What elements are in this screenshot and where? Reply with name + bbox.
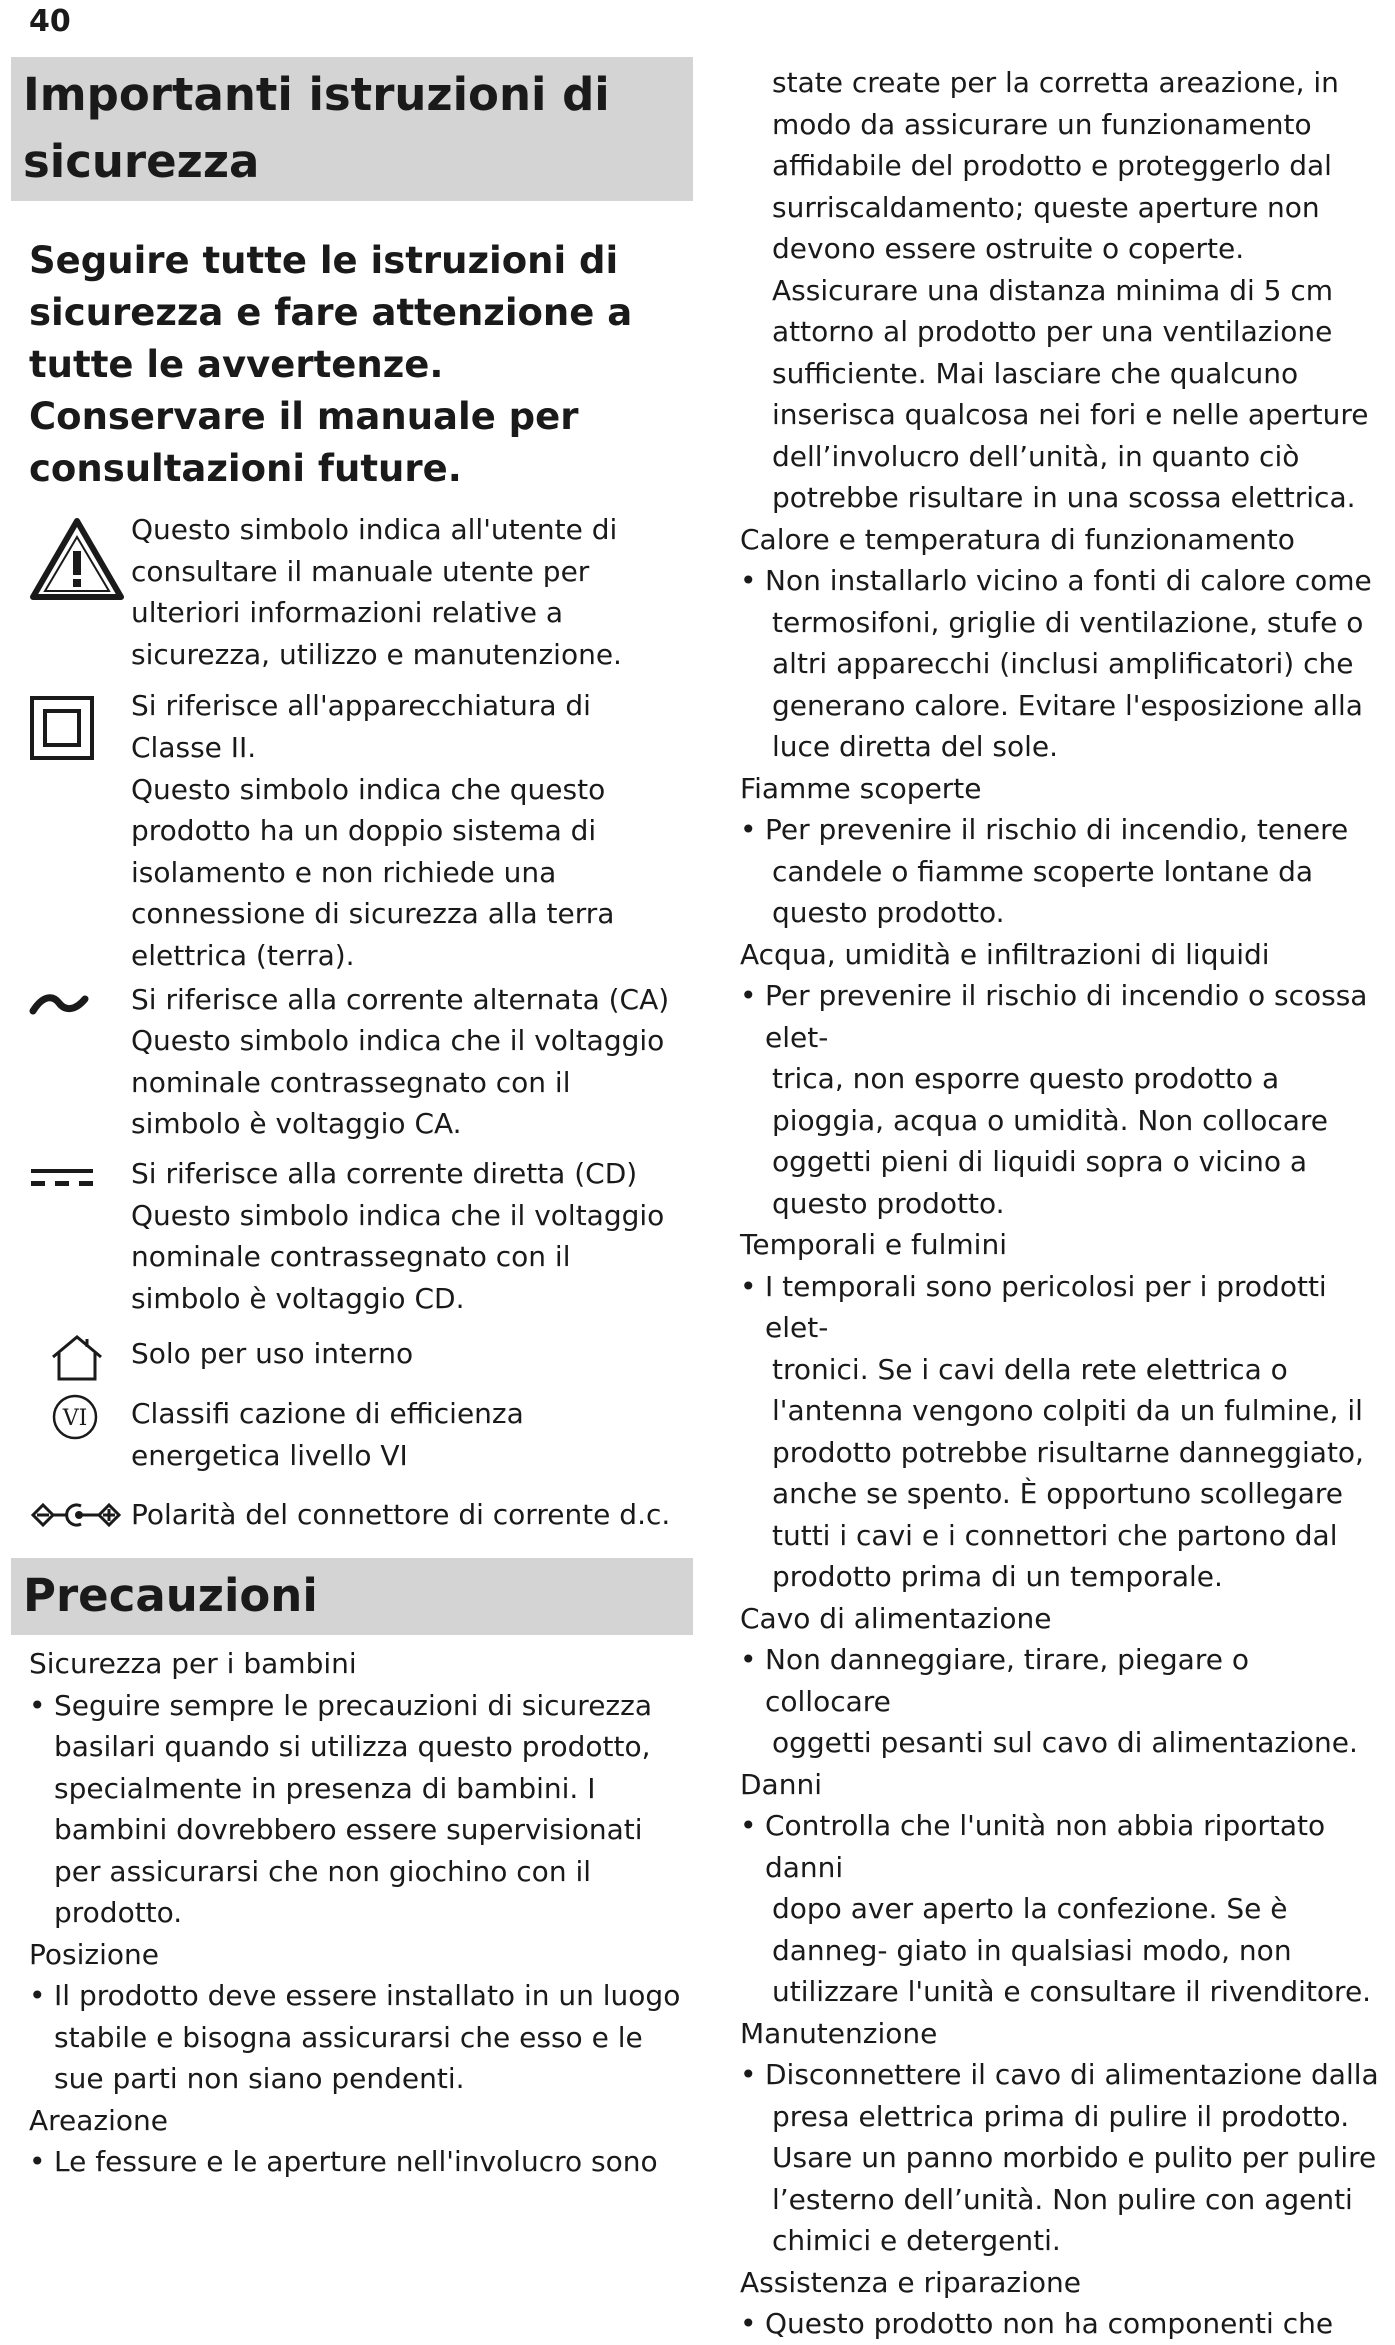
right-column	[740, 62, 1380, 2345]
symbol-row-ac	[29, 979, 683, 1145]
section-title-storms: Temporali e fulmini	[740, 1228, 1007, 1261]
section-title-service: Assistenza e riparazione	[740, 2265, 1082, 2299]
bullet-continuation: state create per la corretta areazione, in modo da assicurare un funzionamento affidabile del prodotto e proteggerlo dal surriscaldamento; queste aperture non devono essere ostruite o coperte. Assicurare una distanza minima di 5 cm attorno al prodotto per una ventilazione sufficiente. Mai lasciare che qualcuno inserisca qualcosa nei fori e nelle aperture dell’involucro dell’unità, in quanto ciò potrebbe risultare in una scossa elettrica.	[772, 66, 1369, 514]
section-title-maintenance: Manutenzione	[740, 2016, 938, 2050]
bullet-continuation: presa elettrica prima di pulire il prodotto. Usare un panno morbido e pulito per pulire l’esterno dell’unità. Non pulire con agenti chimici e detergenti.	[772, 2099, 1377, 2257]
safety-heading-line1: Importanti istruzioni di	[23, 68, 610, 121]
bullet-item: • Disconnettere il cavo di alimentazione dalla	[740, 2054, 1380, 2096]
ac-tilde-icon	[29, 979, 131, 1019]
symbol-row-vi	[29, 1393, 683, 1476]
safety-heading	[11, 57, 693, 201]
bullet-item: • Il prodotto deve essere installato in un luogo	[29, 1975, 683, 2017]
symbol-row-class-ii	[29, 685, 683, 976]
symbol-row-dc	[29, 1153, 683, 1319]
house-indoor-icon	[29, 1333, 131, 1383]
symbol-text: Questo simbolo indica che questo prodotto ha un doppio sistema di isolamento e non richiede una connessione di sicurezza alla terra elettrica (terra).	[131, 772, 615, 972]
symbol-row-polarity	[29, 1494, 683, 1536]
bullet-continuation: tronici. Se i cavi della rete elettrica o l'antenna vengono colpiti da un fulmine, il prodotto potrebbe risultarne danneggiato, anche se spento. È opportuno scollegare tutti i cavi e i connettori che partono dal prodotto prima di un temporale.	[772, 1352, 1364, 1593]
warning-triangle-icon	[29, 509, 131, 601]
dc-line-icon	[29, 1153, 131, 1189]
section-title-flames: Fiamme scoperte	[740, 771, 982, 805]
bullet-item: • Controlla che l'unità non abbia riportato danni	[740, 1805, 1380, 1888]
bullet-item: • Per prevenire il rischio di incendio, tenere	[740, 809, 1380, 851]
symbol-text: Questo simbolo indica all'utente di consultare il manuale utente per ulteriori informazioni relative a sicurezza, utilizzo e manutenzione.	[131, 513, 622, 671]
symbol-text: Solo per uso interno	[131, 1337, 414, 1371]
bullet-continuation: termosifoni, griglie di ventilazione, stufe o altri apparecchi (inclusi amplificatori) che generano calore. Evitare l'esposizione alla luce diretta del sole.	[772, 605, 1364, 763]
section-title-water: Acqua, umidità e infiltrazioni di liquidi	[740, 937, 1270, 971]
bullet-continuation: trica, non esporre questo prodotto a pioggia, acqua o umidità. Non collocare oggetti pieni di liquidi sopra o vicino a questo prodotto.	[772, 1062, 1329, 1220]
bullet-continuation: oggetti pesanti sul cavo di alimentazione.	[772, 1726, 1358, 1759]
dc-polarity-icon	[29, 1494, 131, 1530]
page-number: 40	[29, 4, 71, 39]
symbol-text: Questo simbolo indica che il voltaggio nominale contrassegnato con il simbolo è voltaggio CD.	[131, 1198, 665, 1315]
bullet-continuation: candele o fiamme scoperte lontane da questo prodotto.	[772, 854, 1314, 929]
section-title-heat: Calore e temperatura di funzionamento	[740, 522, 1295, 556]
symbol-text: Questo simbolo indica che il voltaggio nominale contrassegnato con il simbolo è voltaggio CA.	[131, 1024, 665, 1141]
bullet-item: • Non installarlo vicino a fonti di calore come	[740, 560, 1380, 602]
class-ii-double-square-icon	[29, 685, 131, 761]
bullet-continuation: stabile e bisogna assicurarsi che esso e le sue parti non siano pendenti.	[54, 2020, 643, 2096]
section-title-ventilation: Areazione	[29, 2103, 169, 2137]
safety-intro: Seguire tutte le istruzioni di sicurezza e fare attenzione a tutte le avvertenze. Conservare il manuale per consultazioni future.	[29, 239, 633, 490]
bullet-item: • Non danneggiare, tirare, piegare o collocare	[740, 1639, 1380, 1722]
symbol-text: Polarità del connettore di corrente d.c.	[131, 1498, 671, 1532]
bullet-item: • Le fessure e le aperture nell'involucro sono	[29, 2141, 683, 2183]
section-title-damage: Danni	[740, 1767, 822, 1801]
symbol-row-warning	[29, 509, 683, 675]
section-title-power-cord: Cavo di alimentazione	[740, 1601, 1052, 1635]
precautions-heading-text: Precauzioni	[23, 1569, 318, 1623]
section-title-child-safety: Sicurezza per i bambini	[29, 1647, 357, 1681]
bullet-item: • I temporali sono pericolosi per i prodotti elet-	[740, 1266, 1380, 1349]
vi-efficiency-icon	[29, 1393, 131, 1441]
symbol-text: Classifi cazione di efficienza energetica livello VI	[131, 1397, 524, 1472]
precautions-heading	[11, 1558, 693, 1635]
symbol-row-indoor	[29, 1333, 683, 1383]
left-column	[23, 57, 683, 2183]
section-title-position: Posizione	[29, 1937, 159, 1971]
safety-heading-line2: sicurezza	[23, 135, 260, 188]
svg-text:VI: VI	[62, 1406, 88, 1432]
symbol-text: Si riferisce alla corrente alternata (CA)	[131, 982, 670, 1016]
bullet-continuation: basilari quando si utilizza questo prodotto, specialmente in presenza di bambini. I bambini dovrebbero essere supervisionati per assicurarsi che non giochino con il prodotto.	[54, 1730, 651, 1930]
symbol-text: Si riferisce alla corrente diretta (CD)	[131, 1156, 638, 1190]
bullet-continuation: dopo aver aperto la confezione. Se è danneg- giato in qualsiasi modo, non utilizzare l'unità e consultare il rivenditore.	[772, 1892, 1372, 2008]
bullet-item: • Seguire sempre le precauzioni di sicurezza	[29, 1685, 683, 1727]
bullet-item: • Per prevenire il rischio di incendio o scossa elet-	[740, 975, 1380, 1058]
symbol-text: Si riferisce all'apparecchiatura di Classe II.	[131, 689, 591, 764]
bullet-item: • Questo prodotto non ha componenti che	[740, 2303, 1380, 2345]
